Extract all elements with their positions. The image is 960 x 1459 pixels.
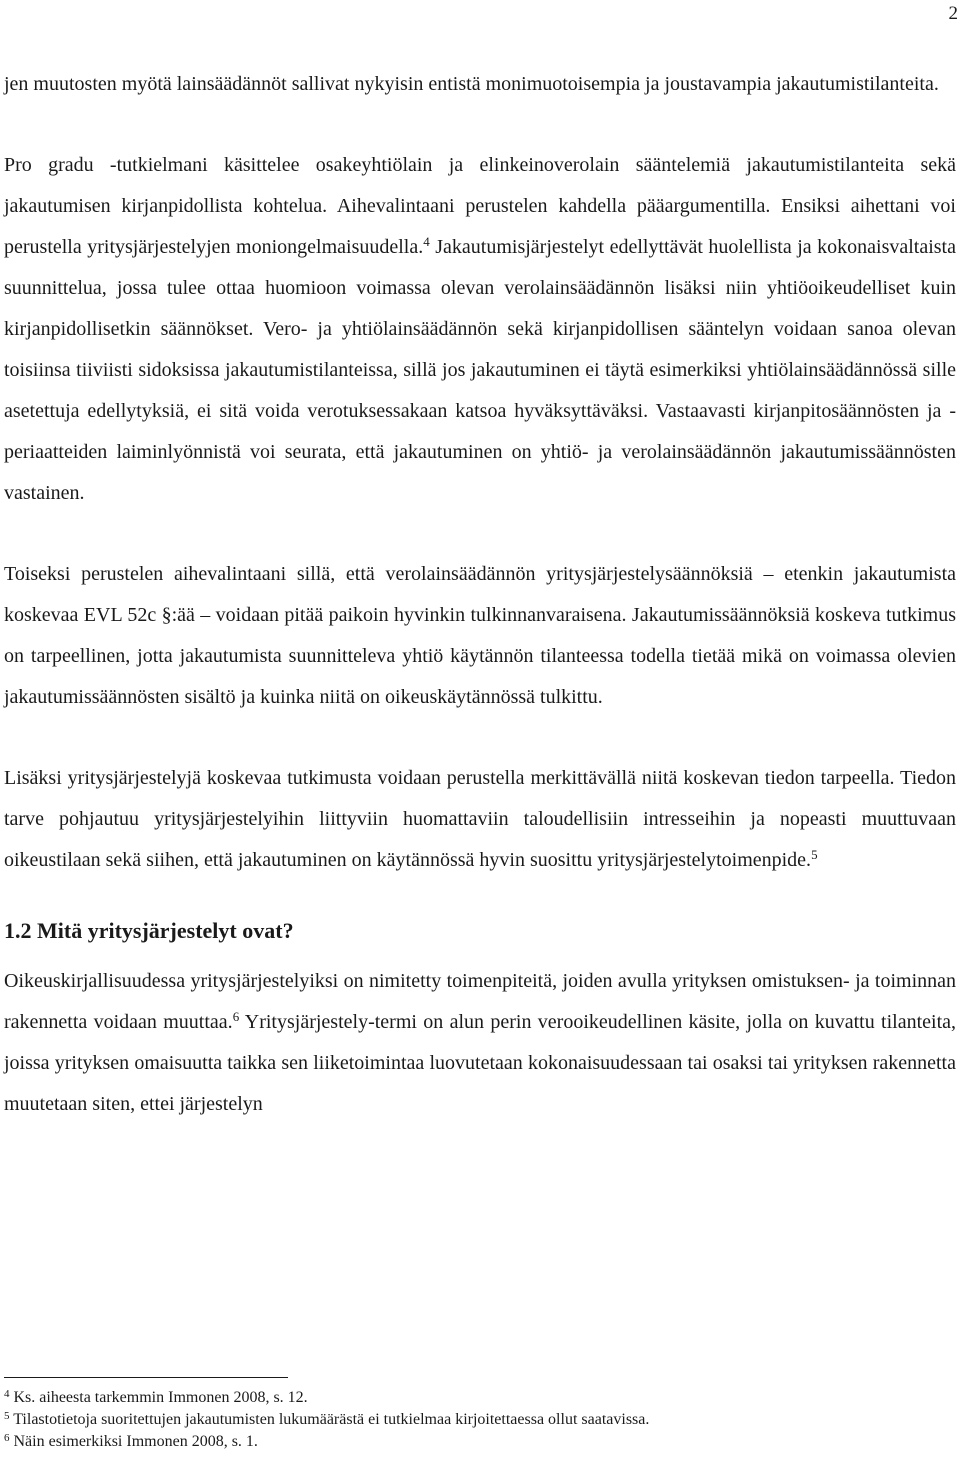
paragraph-5	[4, 961, 956, 1125]
footnote-ref-6[interactable]: 6	[232, 1009, 240, 1024]
footnote-number: 4	[4, 1388, 10, 1400]
footnote-text: Ks. aiheesta tarkemmin Immonen 2008, s. 12.	[13, 1389, 308, 1406]
footnote-number: 6	[4, 1432, 10, 1444]
page-number: 2	[948, 3, 958, 24]
document-body	[4, 64, 956, 1165]
footnote-text: Tilastotietoja suoritettujen jakautumisten lukumäärästä ei tutkielmaa kirjoitettaessa ollut saatavissa.	[13, 1411, 650, 1428]
paragraph-text: Pro gradu -tutkielmani käsittelee osakeyhtiölain ja elinkeinoverolain sääntelemiä jakautumistilanteita sekä jakautumisen kirjanpidollista kohtelua. Aihevalintaani perustelen kahdella pääargumentilla. Ensiksi aihettani voi perustella yritysjärjestelyjen moniongelmaisuudella.	[4, 154, 956, 258]
paragraph-4	[4, 758, 956, 881]
paragraph-1	[4, 64, 956, 105]
paragraph-text: Yritysjärjestely-termi on alun perin verooikeudellinen käsite, jolla on kuvattu tilanteita, joissa yrityksen omaisuutta taikka sen liiketoimintaa luovutetaan kokonaisuudessaan tai osaksi tai yrityksen rakennetta muutetaan siten, ettei järjestelyn	[4, 1011, 957, 1115]
paragraph-text: Oikeuskirjallisuudessa yritysjärjestelyiksi on nimitetty toimenpiteitä, joiden avulla yrityksen omistuksen- ja toiminnan rakennetta voidaan muuttaa.	[4, 970, 956, 1033]
paragraph-text: Toiseksi perustelen aihevalintaani sillä, että verolainsäädännön yritysjärjestelysäännöksiä – etenkin jakautumista koskevaa EVL 52c §:ää – voidaan pitää paikoin hyvinkin tulkinnanvaraisena. Jakautumissäännöksiä koskeva tutkimus on tarpeellinen, jotta jakautumista suunnitteleva yhtiö käytännön tilanteessa todella tietää mikä on voimassa olevien jakautumissäännösten sisältö ja kuinka niitä on oikeuskäytännössä tulkittu.	[4, 563, 956, 708]
footnote-4	[4, 1387, 944, 1409]
footnote-number: 5	[4, 1410, 10, 1422]
section-heading: 1.2 Mitä yritysjärjestelyt ovat?	[4, 918, 294, 943]
footnotes	[4, 1387, 944, 1453]
footnote-ref-5[interactable]: 5	[811, 847, 818, 862]
paragraph-2	[4, 145, 956, 514]
footnote-ref-4[interactable]: 4	[423, 234, 430, 249]
paragraph-3	[4, 554, 956, 718]
footnote-text: Näin esimerkiksi Immonen 2008, s. 1.	[13, 1433, 258, 1450]
footnote-divider	[4, 1377, 288, 1378]
paragraph-text: Lisäksi yritysjärjestelyjä koskevaa tutkimusta voidaan perustella merkittävällä niitä koskevan tiedon tarpeella. Tiedon tarve pohjautuu yritysjärjestelyihin liittyviin huomattaviin taloudellisiin intresseihin ja nopeasti muuttuvaan oikeustilaan sekä siihen, että jakautuminen on käytännössä hyvin suosittu yritysjärjestelytoimenpide.	[4, 767, 956, 871]
footnote-5	[4, 1409, 944, 1431]
paragraph-text: Jakautumisjärjestelyt edellyttävät huolellista ja kokonaisvaltaista suunnittelua, jossa tulee ottaa huomioon voimassa olevan verolainsäädännön lisäksi niin yhtiöoikeudelliset kuin kirjanpidollisetkin säännökset. Vero- ja yhtiölainsäädännön sekä kirjanpidollisen sääntelyn voidaan sanoa olevan toisiinsa tiiviisti sidoksissa jakautumistilanteissa, sillä jos jakautuminen ei täytä esimerkiksi yhtiölainsäädännössä sille asetettuja edellytyksiä, ei sitä voida verotuksessakaan katsoa hyväksyttäväksi. Vastaavasti kirjanpitosäännösten ja -periaatteiden laiminlyönnistä voi seurata, että jakautuminen on yhtiö- ja verolainsäädännön jakautumissäännösten vastainen.	[4, 236, 956, 504]
paragraph-text: jen muutosten myötä lainsäädännöt sallivat nykyisin entistä monimuotoisempia ja joustavampia jakautumistilanteita.	[4, 73, 939, 95]
footnote-6	[4, 1431, 944, 1453]
